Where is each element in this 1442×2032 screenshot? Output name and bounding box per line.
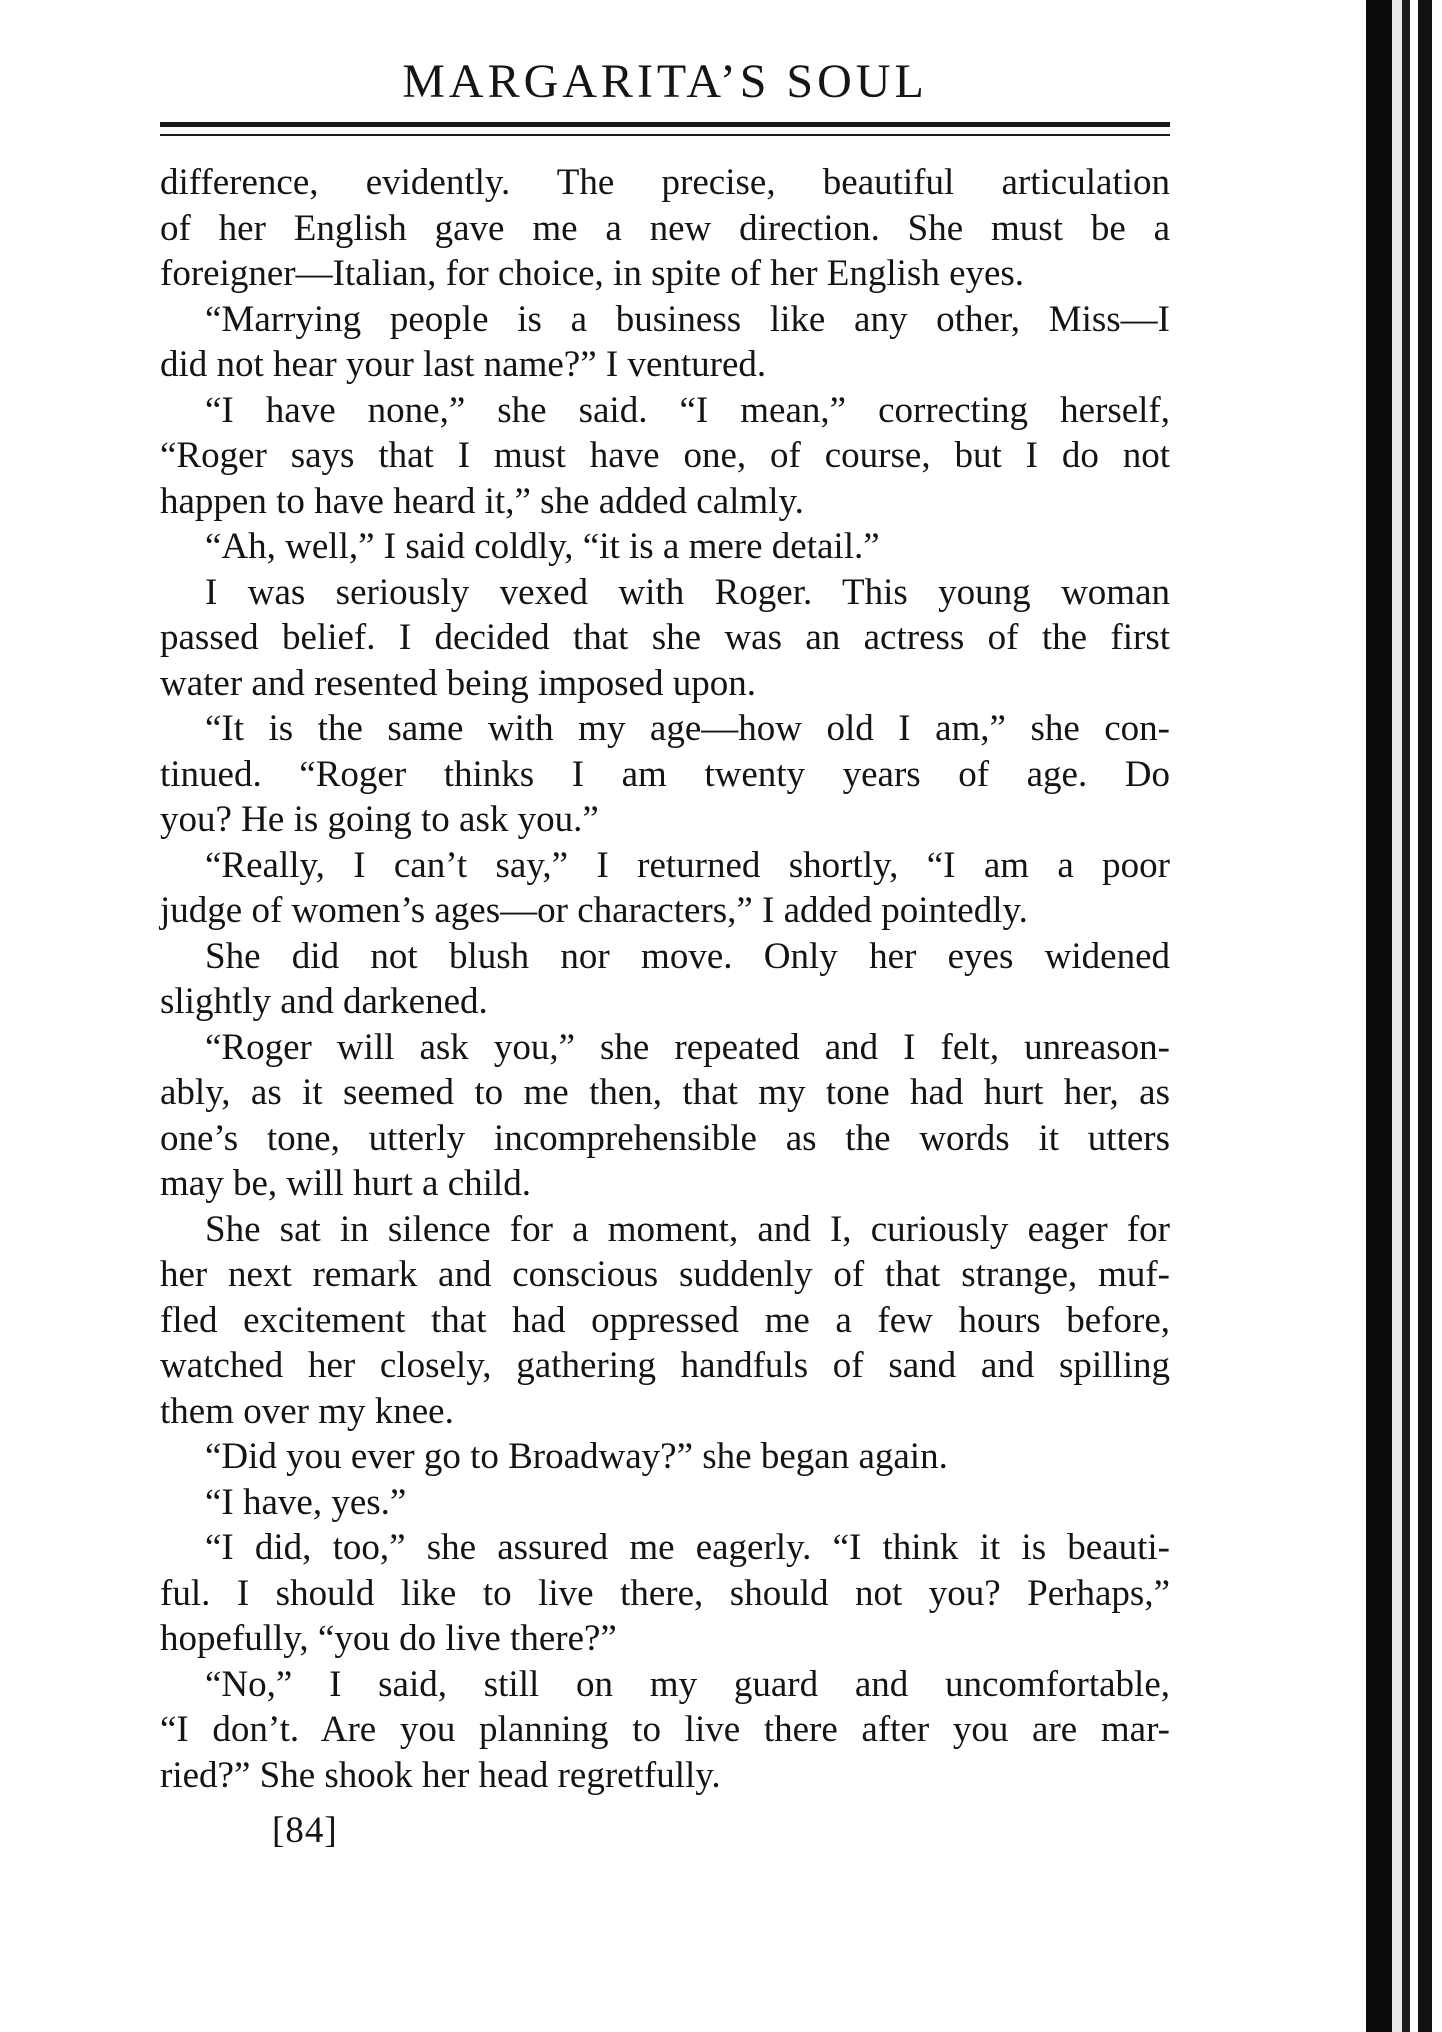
text-line: you? He is going to ask you.” — [160, 799, 599, 840]
text-line: may be, will hurt a child. — [160, 1163, 531, 1204]
text-line: fled excitement that had oppressed me a few hours before, — [160, 1299, 1170, 1341]
text-line: “Ah, well,” I said coldly, “it is a mere detail.” — [205, 526, 880, 567]
header-rule-thick — [160, 122, 1170, 127]
text-line: slightly and darkened. — [160, 981, 488, 1022]
text-line: her next remark and conscious suddenly of that strange, muf- — [160, 1254, 1170, 1295]
text-line: She did not blush nor move. Only her eyes widened — [205, 935, 1170, 977]
text-line: “Really, I can’t say,” I returned shortly, “I am a poor — [205, 844, 1170, 886]
text-line: ful. I should like to live there, should not you? Perhaps,” — [160, 1572, 1170, 1614]
binding-edge-band — [1366, 0, 1392, 2032]
header-rule-thin — [160, 134, 1170, 136]
binding-edge-band — [1418, 0, 1432, 2032]
text-line: difference, evidently. The precise, beautiful articulation — [160, 162, 1170, 203]
page-number: [84] — [272, 1810, 338, 1851]
text-line: did not hear your last name?” I ventured. — [160, 344, 767, 385]
text-line: ried?” She shook her head regretfully. — [160, 1754, 721, 1796]
body-text — [160, 160, 1170, 1798]
text-line: She sat in silence for a moment, and I, curiously eager for — [205, 1208, 1170, 1250]
text-line: tinued. “Roger thinks I am twenty years of age. Do — [160, 753, 1170, 795]
text-line: “No,” I said, still on my guard and uncomfortable, — [205, 1663, 1170, 1705]
text-line: “Marrying people is a business like any other, Miss—I — [205, 298, 1170, 340]
text-line: “I don’t. Are you planning to live there after you are mar- — [160, 1709, 1170, 1750]
text-line: them over my knee. — [160, 1390, 454, 1432]
text-line: watched her closely, gathering handfuls of sand and spilling — [160, 1345, 1170, 1386]
text-line: “Roger will ask you,” she repeated and I felt, unreason- — [205, 1026, 1170, 1068]
text-line: judge of women’s ages—or characters,” I added pointedly. — [160, 890, 1028, 931]
text-line: one’s tone, utterly incomprehensible as the words it utters — [160, 1117, 1170, 1159]
text-line: happen to have heard it,” she added calmly. — [160, 480, 804, 522]
text-line: “It is the same with my age—how old I am,” she con- — [205, 708, 1170, 749]
text-line: “Did you ever go to Broadway?” she began again. — [205, 1436, 948, 1477]
text-line: “I have, yes.” — [205, 1481, 407, 1523]
text-line: foreigner—Italian, for choice, in spite of her English eyes. — [160, 253, 1025, 294]
text-line: ably, as it seemed to me then, that my tone had hurt her, as — [160, 1072, 1170, 1113]
text-line: water and resented being imposed upon. — [160, 662, 756, 704]
text-line: hopefully, “you do live there?” — [160, 1618, 617, 1659]
text-line: passed belief. I decided that she was an actress of the first — [160, 617, 1170, 658]
binding-edge-shadow — [1356, 0, 1442, 2032]
text-line: I was seriously vexed with Roger. This young woman — [205, 571, 1170, 613]
binding-edge-band — [1402, 0, 1410, 2032]
text-line: of her English gave me a new direction. She must be a — [160, 207, 1170, 249]
text-line: “Roger says that I must have one, of course, but I do not — [160, 435, 1170, 476]
binding-edge-gap — [1392, 0, 1402, 2032]
running-head: MARGARITA’S SOUL — [402, 55, 928, 108]
text-line: “I did, too,” she assured me eagerly. “I think it is beauti- — [205, 1527, 1170, 1568]
text-line: “I have none,” she said. “I mean,” correcting herself, — [205, 389, 1170, 431]
